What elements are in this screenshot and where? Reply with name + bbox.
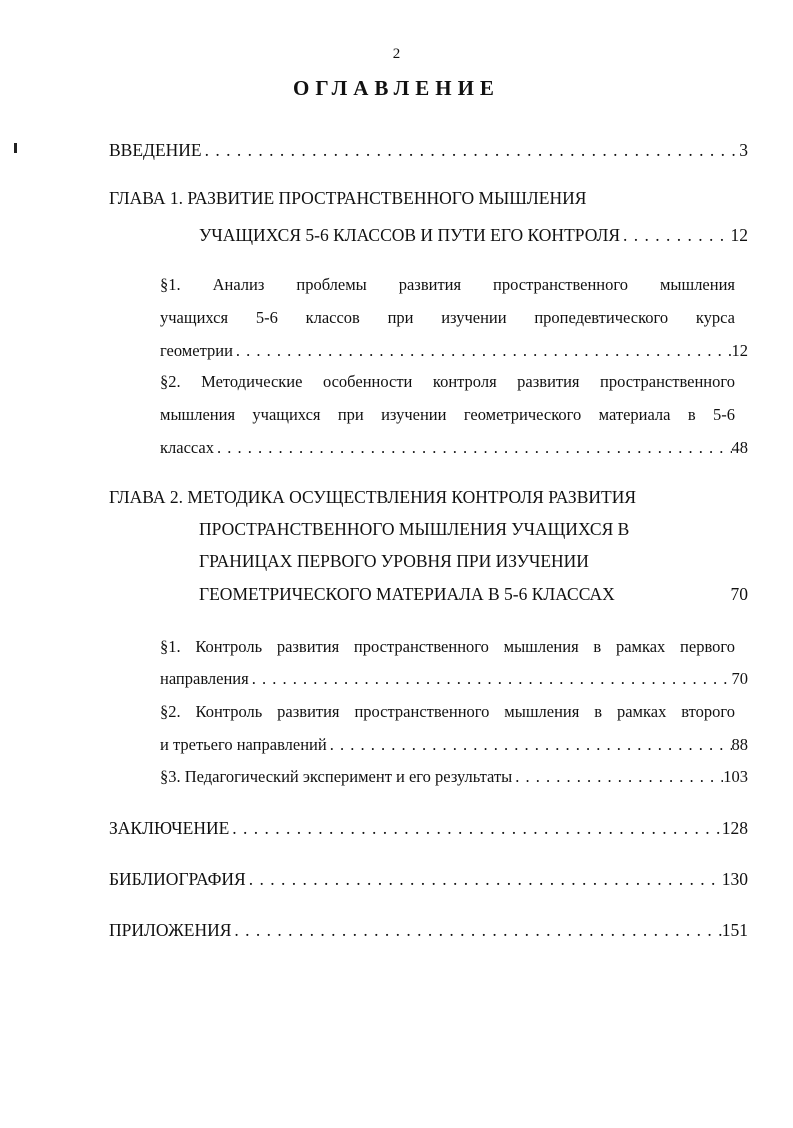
toc-appendix-label: ПРИЛОЖЕНИЯ	[109, 920, 232, 940]
dot-leader	[512, 767, 723, 787]
toc-entry-bibliography[interactable]	[109, 869, 748, 890]
toc-entry-ch1-s2[interactable]	[160, 438, 748, 458]
toc-entry-ch2-s1[interactable]	[160, 669, 748, 689]
toc-ch1-page: 12	[730, 225, 748, 245]
toc-conclusion-page: 128	[721, 818, 748, 838]
toc-intro-page: 3	[739, 140, 748, 160]
toc-ch1-line2: УЧАЩИХСЯ 5-6 КЛАССОВ И ПУТИ ЕГО КОНТРОЛЯ	[199, 225, 621, 245]
toc-bibliography-page: 130	[721, 869, 748, 889]
toc-ch1-s1-page: 12	[731, 341, 748, 360]
toc-entry-appendix[interactable]	[109, 920, 748, 941]
toc-ch1-s1-line3: геометрии	[160, 341, 233, 360]
toc-ch2-page: 70	[730, 584, 748, 604]
toc-ch1-s1-line1[interactable]: §1. Анализ проблемы развития пространственного мышления	[160, 275, 735, 294]
dot-leader	[327, 735, 732, 755]
toc-entry-ch2-s3[interactable]	[160, 767, 748, 787]
toc-ch2-line1[interactable]: ГЛАВА 2. МЕТОДИКА ОСУЩЕСТВЛЕНИЯ КОНТРОЛЯ РАЗВИТИЯ	[109, 487, 637, 507]
toc-intro-label: ВВЕДЕНИЕ	[109, 140, 202, 160]
dot-leader	[249, 669, 732, 689]
toc-ch2-s2-line1[interactable]: §2. Контроль развития пространственного мышления в рамках второго	[160, 702, 735, 721]
toc-entry-conclusion[interactable]	[109, 818, 748, 839]
toc-ch2-line4: ГЕОМЕТРИЧЕСКОГО МАТЕРИАЛА В 5-6 КЛАССАХ	[199, 584, 615, 604]
toc-ch2-s2-page: 88	[731, 735, 748, 754]
toc-ch2-s1-line2: направления	[160, 669, 249, 688]
toc-entry-ch2-s2[interactable]	[160, 735, 748, 755]
toc-ch2-line3[interactable]: ГРАНИЦАХ ПЕРВОГО УРОВНЯ ПРИ ИЗУЧЕНИИ	[199, 551, 589, 571]
dot-leader	[214, 438, 732, 458]
toc-ch2-s3-label: §3. Педагогический эксперимент и его результаты	[160, 767, 513, 786]
toc-ch2-s1-line1[interactable]: §1. Контроль развития пространственного мышления в рамках первого	[160, 637, 735, 656]
toc-ch1-s2-line1[interactable]: §2. Методические особенности контроля развития пространственного	[160, 372, 735, 391]
page-number: 2	[392, 46, 401, 62]
toc-ch2-s1-page: 70	[731, 669, 748, 688]
dot-leader	[620, 225, 730, 246]
page-title: ОГЛАВЛЕНИЕ	[293, 76, 500, 100]
margin-mark	[14, 143, 17, 153]
toc-conclusion-label: ЗАКЛЮЧЕНИЕ	[109, 818, 230, 838]
toc-ch1-s2-line2[interactable]: мышления учащихся при изучении геометрического материала в 5-6	[160, 405, 735, 424]
toc-bibliography-label: БИБЛИОГРАФИЯ	[109, 869, 246, 889]
toc-entry-intro[interactable]	[109, 140, 748, 161]
toc-entry-ch1[interactable]	[199, 225, 748, 246]
toc-ch1-s2-page: 48	[731, 438, 748, 457]
dot-leader	[229, 818, 721, 839]
dot-leader	[246, 869, 722, 890]
toc-ch2-s2-line2: и третьего направлений	[160, 735, 327, 754]
toc-entry-ch1-s1[interactable]	[160, 341, 748, 361]
dot-leader	[233, 341, 732, 361]
toc-ch1-s2-line3: классах	[160, 438, 214, 457]
dot-leader	[202, 140, 740, 161]
toc-ch2-line2[interactable]: ПРОСТРАНСТВЕННОГО МЫШЛЕНИЯ УЧАЩИХСЯ В	[199, 519, 630, 539]
toc-ch2-s3-page: 103	[723, 767, 748, 786]
toc-entry-ch2[interactable]	[199, 584, 748, 605]
dot-leader	[231, 920, 721, 941]
toc-appendix-page: 151	[721, 920, 748, 940]
toc-ch1-s1-line2[interactable]: учащихся 5-6 классов при изучении пропедевтического курса	[160, 308, 735, 327]
toc-ch1-line1[interactable]: ГЛАВА 1. РАЗВИТИЕ ПРОСТРАНСТВЕННОГО МЫШЛЕНИЯ	[109, 188, 587, 208]
